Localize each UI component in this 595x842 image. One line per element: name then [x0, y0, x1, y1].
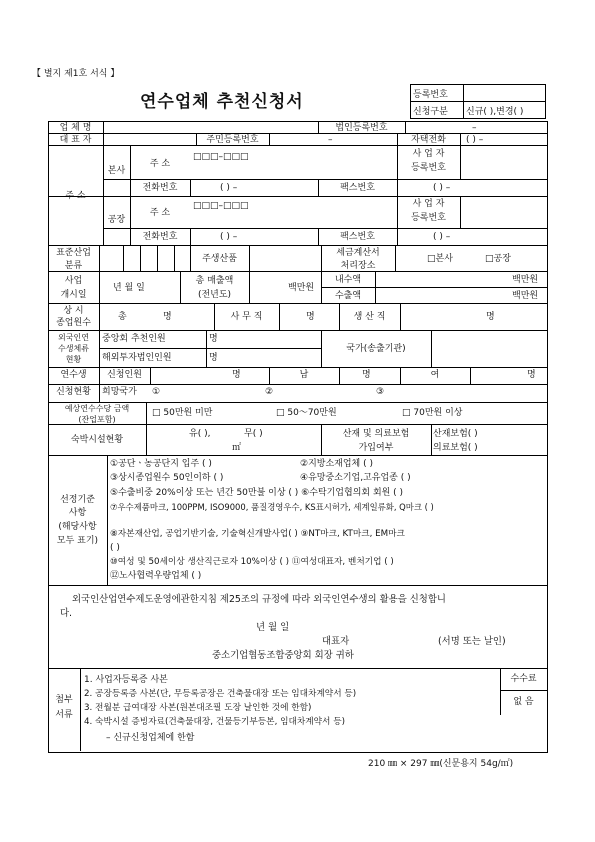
factory-label: 공장	[107, 215, 126, 225]
rrn-dash: –	[328, 135, 333, 145]
male-unit: 명	[362, 370, 371, 380]
allowance-opt-under50[interactable]: □ 50만원 미만	[152, 408, 213, 418]
attachments-label-1: 첨부	[55, 695, 73, 705]
page-title: 연수업체 추천신청서	[140, 92, 304, 112]
std-industry-label-2: 분류	[64, 261, 83, 271]
lodging-area-unit: ㎡	[232, 443, 242, 453]
factory-bizno-label-1: 사 업 자	[412, 199, 445, 209]
criteria-label-2: 사항	[68, 508, 87, 518]
production-staff-unit: 명	[486, 312, 495, 322]
reg-type-field[interactable]: 신규( ),변경( )	[464, 102, 546, 119]
declaration-text-1: 외국인산업연수제도운영에관한지침 제25조의 규정에 따라 외국인연수생의 활용을 신청합니	[72, 594, 446, 605]
employees-label-1: 상 시	[63, 306, 84, 316]
declaration-rep: 대표자	[322, 636, 350, 647]
country-agency-field[interactable]	[432, 331, 546, 366]
start-date-label-1: 사업	[64, 276, 83, 286]
criteria-item-7[interactable]: ⑦우수제품마크, 100PPM, ISO9000, 품질경영우수, KS표시허가, 세계일류화, Q마크 ( )	[110, 502, 434, 512]
factory-bizno-label-2: 등록번호	[411, 213, 446, 223]
employees-label-2: 종업원수	[56, 318, 91, 328]
corp-reg-field[interactable]	[406, 122, 546, 132]
applicants-label-1: 연수생	[60, 370, 87, 380]
employees-total-label: 총	[118, 312, 127, 322]
factory-address-label: 주 소	[149, 208, 171, 218]
country-pref-1[interactable]: ①	[152, 387, 161, 397]
address-section-label: 주 소	[65, 191, 86, 201]
hq-phone-field[interactable]: ( ) –	[220, 183, 238, 193]
representative-field[interactable]	[104, 134, 195, 144]
foreign-label-1: 외국인연	[58, 333, 89, 342]
male-label: 남	[299, 370, 309, 380]
criteria-item-1[interactable]: ①공단ㆍ농공단지 입주 ( )	[110, 459, 212, 469]
registration-box	[410, 84, 546, 119]
domestic-label: 내수액	[334, 275, 362, 285]
sales-label-2: (전년도)	[197, 290, 232, 300]
rrn-label: 주민등록번호	[206, 135, 259, 145]
export-unit: 백만원	[512, 291, 539, 301]
factory-bizno-field[interactable]	[461, 197, 546, 227]
hq-fax-label: 팩스번호	[340, 183, 375, 193]
tax-opt-hq-checkbox[interactable]: □본사	[427, 254, 453, 264]
declaration-text-2: 다.	[60, 608, 73, 619]
company-name-field[interactable]	[104, 122, 317, 132]
main-product-label: 주생산품	[202, 254, 237, 264]
factory-fax-label: 팩스번호	[340, 232, 375, 242]
foreign-label-3: 현황	[65, 355, 82, 364]
start-date-label-2: 개시일	[60, 290, 87, 300]
sales-unit: 백만원	[288, 283, 315, 293]
criteria-item-4[interactable]: ④유망중소기업,고유업종 ( )	[300, 473, 411, 483]
form-label: 【 별지 제1호 서식 】	[32, 69, 120, 79]
criteria-item-9-cont[interactable]: ( )	[110, 543, 120, 553]
home-phone-field[interactable]: ( ) –	[466, 135, 484, 145]
representative-label: 대 표 자	[59, 135, 92, 145]
country-pref-3[interactable]: ③	[376, 387, 385, 397]
company-name-label: 업 체 명	[59, 123, 92, 133]
lodging-label: 숙박시설현황	[70, 435, 124, 445]
start-date-field[interactable]: 년 월 일	[113, 283, 145, 293]
lodging-paid-field[interactable]: 유( ),	[189, 429, 211, 439]
sales-label-1: 총 매출액	[195, 276, 234, 286]
office-staff-label: 사 무 직	[230, 312, 263, 322]
paper-spec: 210 ㎜ × 297 ㎜(신문용지 54g/㎡)	[368, 759, 514, 769]
std-industry-label-1: 표준산업	[56, 248, 91, 258]
recommended-count-unit: 명	[209, 334, 218, 344]
attachment-item-4: 4. 숙박시설 증빙자료(건축물대장, 건물등기부등본, 임대차계약서 등)	[84, 717, 345, 727]
factory-postal-mask[interactable]: □□□–□□□	[193, 201, 249, 211]
allowance-label-1: 예상연수수당 금액	[64, 404, 130, 413]
criteria-item-3[interactable]: ③상시종업원수 50인이하 ( )	[110, 473, 224, 483]
criteria-item-2[interactable]: ②지방소재업체 ( )	[300, 459, 373, 469]
allowance-label-2: (잔업포함)	[78, 415, 116, 424]
employees-total-unit: 명	[163, 312, 172, 322]
hq-bizno-label-2: 등록번호	[411, 163, 446, 173]
domestic-unit: 백만원	[512, 275, 539, 285]
hq-postal-mask[interactable]: □□□–□□□	[193, 152, 249, 162]
hq-label: 본사	[107, 166, 126, 176]
attachment-item-2: 2. 공장등록증 사본(단, 무등록공장은 건축물대장 또는 임대차계약서 등)	[84, 689, 357, 699]
reg-number-label: 등록번호	[411, 85, 464, 102]
allowance-opt-over70[interactable]: □ 70만원 이상	[402, 408, 463, 418]
fee-label: 수수료	[510, 674, 537, 684]
hq-phone-label: 전화번호	[142, 183, 178, 193]
criteria-item-8-9[interactable]: ⑧자본재산업, 공업기반기술, 기술혁신개발사업( ) ⑨NT마크, KT마크, EM마크	[110, 529, 405, 539]
tax-opt-factory-checkbox[interactable]: □공장	[485, 254, 511, 264]
industrial-insurance-field[interactable]: 산재보험( )	[433, 429, 478, 439]
medical-insurance-field[interactable]: 의료보험( )	[433, 443, 478, 453]
criteria-item-10-11[interactable]: ⑩여성 및 50세이상 생산직근로자 10%이상 ( ) ⑪여성대표자, 벤처기업 ( )	[110, 557, 394, 567]
insurance-label-1: 산재 및 의료보험	[342, 429, 410, 439]
tax-place-label-1: 세금계산서	[336, 248, 380, 258]
tax-place-label-2: 처리장소	[340, 261, 376, 271]
female-unit: 명	[527, 370, 536, 380]
female-label: 여	[430, 370, 440, 380]
export-label: 수출액	[334, 291, 362, 301]
hq-bizno-field[interactable]	[461, 146, 546, 178]
overseas-count-unit: 명	[209, 353, 218, 363]
declaration-sign[interactable]: (서명 또는 날인)	[438, 636, 506, 647]
foreign-label-2: 수생체류	[58, 344, 89, 353]
hq-bizno-label-1: 사 업 자	[412, 149, 445, 159]
corp-reg-label: 법인등록번호	[335, 123, 388, 133]
fee-value: 없 음	[513, 697, 534, 707]
criteria-label-3: (해당사항	[58, 522, 97, 532]
declaration-date[interactable]: 년 월 일	[256, 622, 290, 633]
reg-type-label: 신청구분	[411, 102, 464, 119]
country-agency-label: 국가(송출기관)	[346, 344, 406, 354]
factory-phone-label: 전화번호	[142, 232, 178, 242]
attachments-label-2: 서류	[55, 710, 73, 720]
applicants-label-2: 신청현황	[56, 387, 91, 397]
recommended-count-label: 중앙회 추천인원	[102, 334, 166, 344]
production-staff-label: 생 산 직	[353, 312, 386, 322]
criteria-item-5-6[interactable]: ⑤수출비중 20%이상 또는 년간 50만불 이상 ( ) ⑥수탁기업협의회 회원 ( )	[110, 488, 404, 498]
criteria-label-1: 선정기준	[60, 495, 95, 505]
hq-address-label: 주 소	[149, 159, 171, 169]
criteria-label-4: 모두 표기)	[56, 536, 99, 546]
lodging-free-field[interactable]: 무( )	[244, 429, 263, 439]
corp-reg-dash: –	[472, 123, 477, 133]
request-count-label: 신청인원	[107, 370, 142, 380]
attachment-item-1: 1. 사업자등록증 사본	[84, 675, 168, 685]
reg-number-field[interactable]	[464, 85, 546, 102]
request-count-unit: 명	[232, 370, 241, 380]
hq-fax-field[interactable]: ( ) –	[433, 183, 451, 193]
country-pref-label: 희망국가	[102, 387, 137, 397]
country-pref-2[interactable]: ②	[265, 387, 274, 397]
overseas-count-label: 해외투자법인인원	[102, 353, 172, 363]
criteria-item-12[interactable]: ⑫노사협력우량업체 ( )	[110, 571, 202, 581]
rrn-field[interactable]	[270, 134, 396, 144]
declaration-recipient: 중소기업협동조합중앙회 회장 귀하	[212, 650, 354, 661]
attachment-item-4-note: – 신규신청업체에 한함	[106, 733, 195, 743]
allowance-opt-50to70[interactable]: □ 50～70만원	[276, 408, 337, 418]
home-phone-label: 자택전화	[411, 135, 446, 145]
insurance-label-2: 가입여부	[358, 443, 394, 453]
factory-phone-field[interactable]: ( ) –	[220, 232, 238, 242]
office-staff-unit: 명	[306, 312, 315, 322]
factory-fax-field[interactable]: ( ) –	[433, 232, 451, 242]
attachment-item-3: 3. 전월분 급여대장 사본(원본대조필 도장 날인한 것에 한함)	[84, 703, 312, 713]
main-product-field[interactable]	[250, 246, 320, 270]
